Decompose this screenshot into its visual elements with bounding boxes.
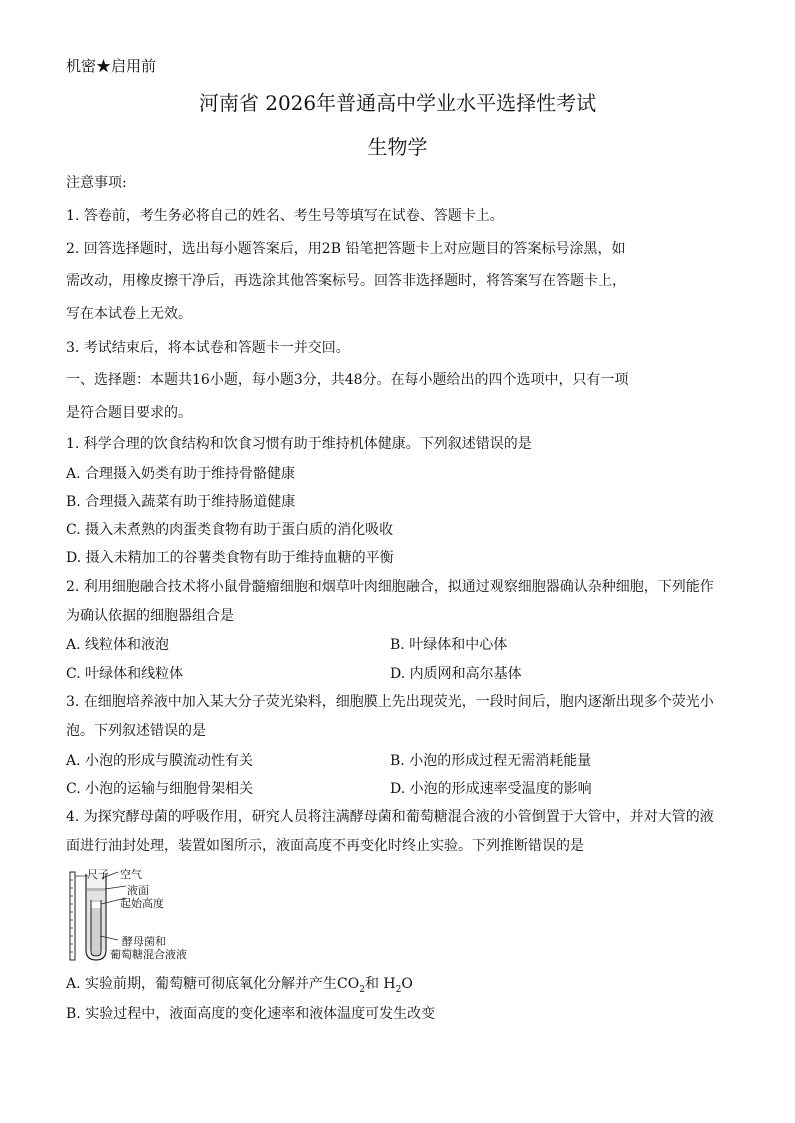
q1-stem: 1. 科学合理的饮食结构和饮食习惯有助于维持机体健康。下列叙述错误的是 (66, 436, 532, 452)
q3-option-b: B. 小泡的形成过程无需消耗能量 (390, 753, 592, 769)
q2-stem-line-1: 2. 利用细胞融合技术将小鼠骨髓瘤细胞和烟草叶肉细胞融合，拟通过观察细胞器确认杂种细胞，下列能作 (66, 579, 714, 595)
section-heading-line-2: 是符合题目要求的。 (66, 405, 192, 421)
ruler (70, 872, 75, 960)
q2-stem-line-2: 为确认依据的细胞器组合是 (66, 608, 234, 624)
q4-option-a-mid: 和 H (364, 976, 396, 992)
label-air: 空气 (120, 868, 142, 881)
q2-option-c: C. 叶绿体和线粒体 (66, 666, 184, 682)
q4-stem-line-2: 面进行油封处理，装置如图所示，液面高度不再变化时终止实验。下列推断错误的是 (66, 838, 584, 854)
q3-option-d: D. 小泡的形成速率受温度的影响 (390, 781, 592, 797)
note-item-3: 3. 考试结束后，将本试卷和答题卡一并交回。 (66, 340, 350, 356)
q3-stem-line-2: 泡。下列叙述错误的是 (66, 723, 206, 739)
q4-option-a-end: O (401, 976, 413, 992)
q1-option-b: B. 合理摄入蔬菜有助于维持肠道健康 (66, 494, 296, 510)
yeast-apparatus-figure (66, 866, 216, 964)
q4-option-a-sub-1: 2 (359, 984, 365, 995)
label-mixture-2: 葡萄糖混合液液 (110, 948, 187, 961)
note-item-1: 1. 答卷前，考生务必将自己的姓名、考生号等填写在试卷、答题卡上。 (66, 208, 504, 224)
exam-title: 河南省 2026年普通高中学业水平选择性考试 (198, 91, 597, 115)
q2-option-a: A. 线粒体和液泡 (66, 637, 170, 653)
label-start-height: 起始高度 (120, 897, 164, 910)
section-heading-line-1: 一、选择题：本题共16小题，每小题3分，共48分。在每小题给出的四个选项中，只有一项 (66, 372, 629, 388)
q4-option-a (66, 975, 413, 999)
q2-option-b: B. 叶绿体和中心体 (390, 637, 508, 653)
small-tube (91, 900, 101, 956)
q1-option-d: D. 摄入未精加工的谷薯类食物有助于维持血糖的平衡 (66, 550, 394, 566)
note-item-2-line-2: 需改动，用橡皮擦干净后，再选涂其他答案标号。回答非选择题时，将答案写在答题卡上， (66, 273, 626, 289)
q1-option-a: A. 合理摄入奶类有助于维持骨骼健康 (66, 466, 296, 482)
q3-option-c: C. 小泡的运输与细胞骨架相关 (66, 781, 254, 797)
label-liquid-level: 液面 (127, 884, 149, 897)
q4-option-a-text: A. 实验前期，葡萄糖可彻底氧化分解并产生CO (66, 976, 360, 992)
q3-option-a: A. 小泡的形成与膜流动性有关 (66, 753, 254, 769)
q1-option-c: C. 摄入未煮熟的肉蛋类食物有助于蛋白质的消化吸收 (66, 522, 394, 538)
q4-option-a-sub-2: 2 (395, 984, 402, 995)
q2-option-d: D. 内质网和高尔基体 (390, 666, 522, 682)
subject-title: 生物学 (367, 135, 428, 159)
q4-option-b: B. 实验过程中，液面高度的变化速率和液体温度可发生改变 (66, 1006, 436, 1022)
q3-stem-line-1: 3. 在细胞培养液中加入某大分子荧光染料，细胞膜上先出现荧光，一段时间后，胞内逐渐出现多个荧光小 (66, 694, 714, 710)
label-mixture-1: 酵母菌和 (122, 935, 166, 948)
note-item-2-line-3: 写在本试卷上无效。 (66, 306, 192, 322)
q4-stem-line-1: 4. 为探究酵母菌的呼吸作用，研究人员将注满酵母菌和葡萄糖混合液的小管倒置于大管中，并对大管的液 (66, 809, 714, 825)
notes-heading: 注意事项: (66, 175, 127, 191)
label-ruler: 尺子 (87, 868, 109, 881)
note-item-2-line-1: 2. 回答选择题时，选出每小题答案后，用2B 铅笔把答题卡上对应题目的答案标号涂黑，如 (66, 241, 626, 257)
confidential-mark: 机密★启用前 (66, 57, 157, 75)
